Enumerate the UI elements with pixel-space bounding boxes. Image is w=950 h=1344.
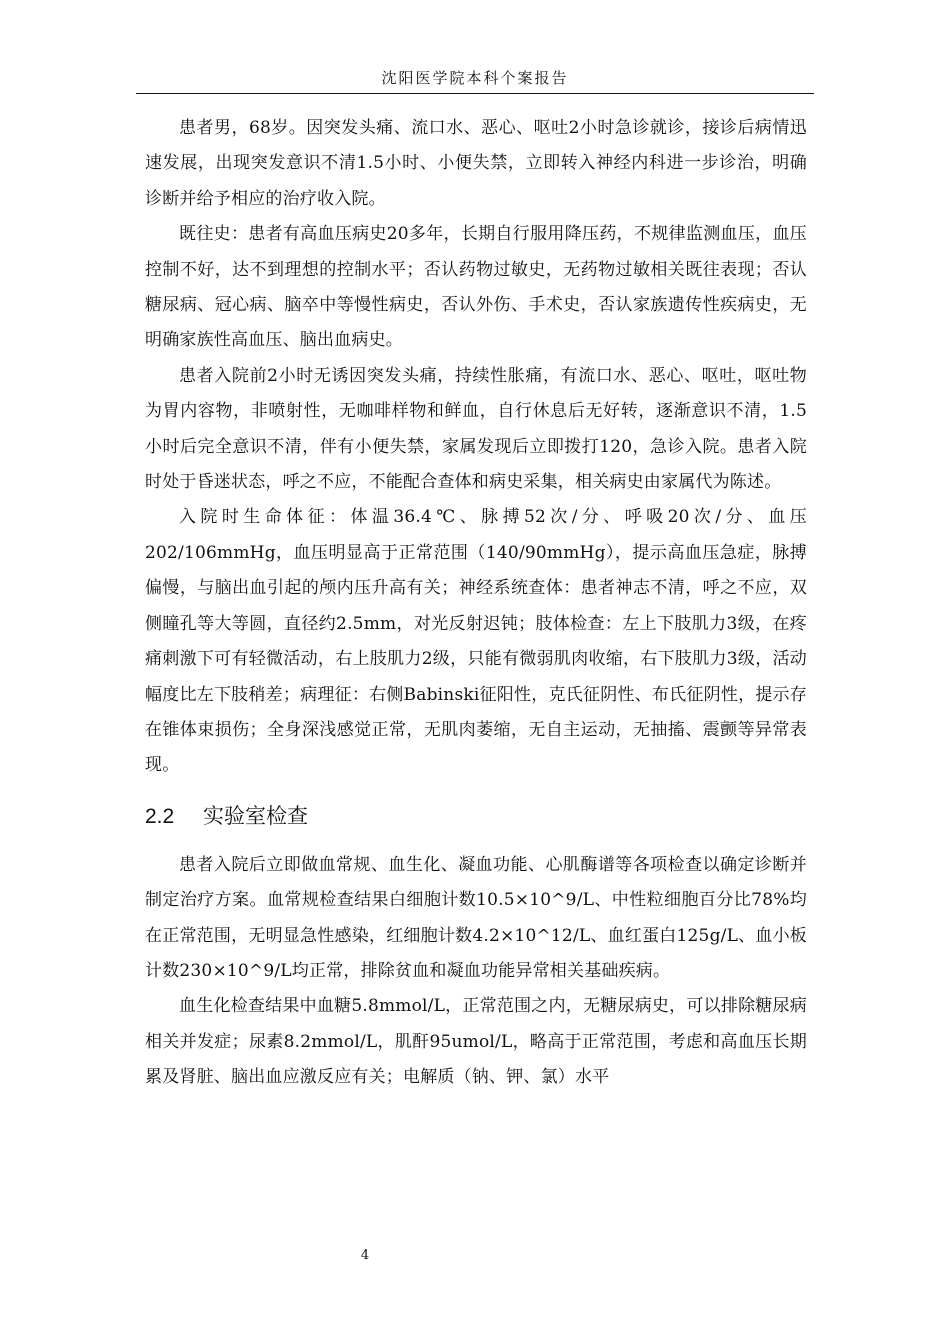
body-text	[145, 111, 807, 1096]
page-number: 4	[360, 1248, 370, 1263]
section-title: 实验室检查	[203, 803, 308, 828]
paragraph-past-history: 既往史：患者有高血压病史20多年，长期自行服用降压药，不规律监测血压，血压控制不好，达不到理想的控制水平；否认药物过敏史，无药物过敏相关既往表现；否认糖尿病、冠心病、脑卒中等慢性病史，否认外伤、手术史，否认家族遗传性疾病史，无明确家族性高血压、脑出血病史。	[145, 224, 807, 351]
section-number: 2.2	[145, 804, 175, 828]
paragraph-chief-complaint: 患者男，68岁。因突发头痛、流口水、恶心、呕吐2小时急诊就诊，接诊后病情迅速发展，出现突发意识不清1.5小时、小便失禁，立即转入神经内科进一步诊治，明确诊断并给予相应的治疗收入院。	[145, 118, 807, 209]
paragraph-biochemistry: 血生化检查结果中血糖5.8mmol/L，正常范围之内，无糖尿病史，可以排除糖尿病相关并发症；尿素8.2mmol/L，肌酐95umol/L，略高于正常范围，考虑和高血压长期累及肾脏、脑出血应激反应有关；电解质（钠、钾、氯）水平	[145, 996, 807, 1088]
running-header: 沈阳医学院本科个案报告	[381, 69, 569, 87]
paragraph-vital-signs: 入院时生命体征：体温36.4℃、脉搏52次/分、呼吸20次/分、血压202/106mmHg，血压明显高于正常范围（140/90mmHg），提示高血压急症，脉搏偏慢，与脑出血引起的颅内压升高有关；神经系统查体：患者神志不清，呼之不应，双侧瞳孔等大等圆，直径约2.5mm，对光反射迟钝；肢体检查：左上下肢肌力3级，在疼痛刺激下可有轻微活动，右上肢肌力2级，只能有微弱肌肉收缩，右下肢肌力3级，活动幅度比左下肢稍差；病理征：右侧Babinski征阳性，克氏征阴性、布氏征阴性，提示存在锥体束损伤；全身深浅感觉正常，无肌肉萎缩，无自主运动，无抽搐、震颤等异常表现。	[145, 507, 807, 776]
section-heading	[145, 794, 807, 838]
paragraph-blood-routine: 患者入院后立即做血常规、血生化、凝血功能、心肌酶谱等各项检查以确定诊断并制定治疗方案。血常规检查结果白细胞计数10.5×10^9/L、中性粒细胞百分比78%均在正常范围，无明显急性感染，红细胞计数4.2×10^12/L、血红蛋白125g/L、血小板计数230×10^9/L均正常，排除贫血和凝血功能异常相关基础疾病。	[145, 854, 807, 981]
header-rule	[136, 93, 814, 94]
paragraph-present-illness: 患者入院前2小时无诱因突发头痛，持续性胀痛，有流口水、恶心、呕吐，呕吐物为胃内容物，非喷射性，无咖啡样物和鲜血，自行休息后无好转，逐渐意识不清，1.5小时后完全意识不清，伴有小便失禁，家属发现后立即拨打120，急诊入院。患者入院时处于昏迷状态，呼之不应，不能配合查体和病史采集，相关病史由家属代为陈述。	[145, 365, 807, 493]
